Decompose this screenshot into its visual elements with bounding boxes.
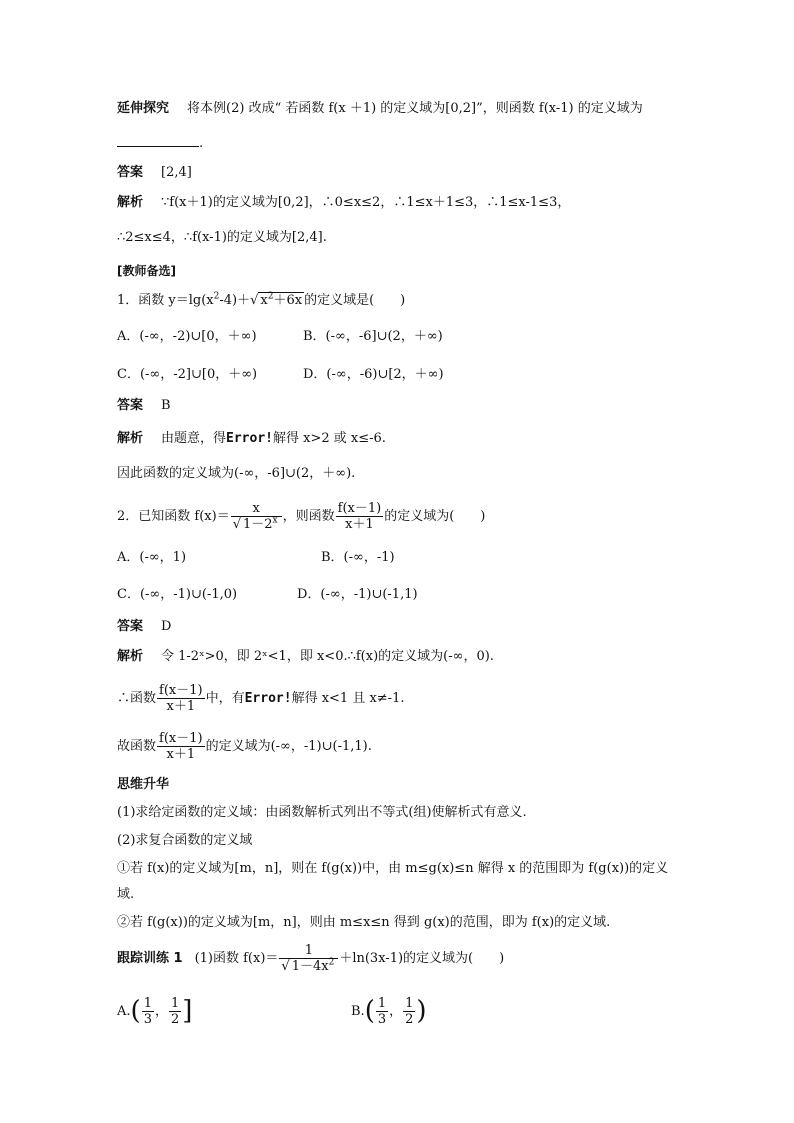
thinking-title: 思维升华 (117, 777, 170, 792)
answer-label: 答案 (117, 165, 144, 180)
track-option-b: B.( $\frac{1}{3}$ ， $\frac{1}{2}$ ) (351, 996, 427, 1027)
extension-blank-line: . (117, 134, 203, 153)
q1-option-a: A．(-∞，-2)∪[0，＋∞) (117, 329, 257, 344)
question-2: 2．已知函数 f(x)＝ $\frac{x}{√ 1-2^x}$ ，则函数 $\frac{f(x-1)}{x+1}$ 的定义域为( ) (117, 501, 486, 532)
thinking-point-4: ②若 f(g(x))的定义域为[m，n]，则由 m≤x≤n 得到 g(x)的范围，即为 f(x)的定义域. (117, 915, 611, 930)
q1-option-b: B．(-∞，-6]∪(2，＋∞) (303, 329, 443, 344)
answer-blank (117, 134, 199, 147)
q2-option-c: C．(-∞，-1)∪(-1,0) (117, 587, 238, 602)
fraction-x-over-sqrt: $\frac{x}{√ 1-2^x}$ (231, 501, 282, 532)
extension-text: 将本例(2) 改成“ 若函数 f(x ＋1) 的定义域为[0,2]”，则函数 f(x-1) 的定义域为 (187, 101, 643, 116)
q2-option-a: A．(-∞，1) (117, 550, 187, 565)
thinking-point-2: (2)求复合函数的定义域 (117, 833, 253, 848)
solution-3-line-3: 故函数 $\frac{f(x-1)}{x+1}$ 的定义域为(-∞，-1)∪(-1,1). (117, 731, 372, 762)
fraction-f-over-x: $\frac{f(x-1)}{x+1}$ (337, 501, 382, 532)
solution-2-line-1: 解析 由题意，得Error!解得 x>2 或 x≤-6. (117, 431, 386, 446)
thinking-point-3: ①若 f(x)的定义域为[m，n]，则在 f(g(x))中，由 m≤g(x)≤n 解得 x 的范围即为 f(g(x))的定义 (117, 861, 669, 876)
solution-1-line-1: 解析 ∵f(x＋1)的定义域为[0,2]，∴0≤x≤2，∴1≤x＋1≤3，∴1≤x-1≤3， (117, 195, 571, 210)
fraction-f-over-x: $\frac{f(x-1)}{x+1}$ (159, 731, 203, 762)
q1-option-d: D．(-∞，-6)∪[2，＋∞) (303, 367, 444, 382)
thinking-point-1: (1)求给定函数的定义域：由函数解析式列出不等式(组)使解析式有意义. (117, 805, 527, 820)
thinking-point-3-cont: 域. (117, 887, 135, 902)
solution-label: 解析 (117, 195, 144, 210)
q2-option-b: B．(-∞，-1) (321, 550, 395, 565)
q2-option-d: D．(-∞，-1)∪(-1,1) (297, 587, 418, 602)
solution-2-line-2: 因此函数的定义域为(-∞，-6]∪(2，＋∞). (117, 466, 356, 481)
solution-1-line-2: ∴2≤x≤4，∴f(x-1)的定义域为[2,4]. (117, 230, 327, 245)
track-option-a: A.( $\frac{1}{3}$ ， $\frac{1}{2}$ ] (117, 996, 193, 1027)
teacher-selection-heading: [教师备选] (117, 264, 176, 278)
answer-value: [2,4] (161, 165, 192, 180)
question-1: 1．函数 $y=\lg(x^2-4)+√$ $x^2+6x$ 的定义域是( ) (117, 291, 406, 308)
q1-option-c: C．(-∞，-2]∪[0，＋∞) (117, 367, 258, 382)
answer-1 (117, 164, 192, 182)
solution-3-line-2: ∴函数 $\frac{f(x-1)}{x+1}$ 中，有Error!解得 x<1 且 x≠-1. (117, 683, 405, 714)
solution-3-line-1: 解析 令 1-2ˣ>0，即 2ˣ<1，即 x<0.∴f(x)的定义域为(-∞，0). (117, 649, 494, 664)
fraction-1-over-sqrt: $\frac{1}{√ 1-4x^2}$ (279, 943, 338, 974)
sqrt-expression: $x^2+6x$ (260, 291, 303, 308)
answer-3: 答案 D (117, 619, 172, 634)
tracking-exercise: 跟踪训练 1 (1)函数 f(x)＝ $\frac{1}{√ 1-4x^2}$ ＋ln(3x-1)的定义域为( ) (117, 943, 505, 974)
answer-2: 答案 B (117, 398, 171, 413)
extension-question (117, 100, 643, 118)
extension-label: 延伸探究 (117, 101, 170, 116)
fraction-f-over-x: $\frac{f(x-1)}{x+1}$ (159, 683, 203, 714)
